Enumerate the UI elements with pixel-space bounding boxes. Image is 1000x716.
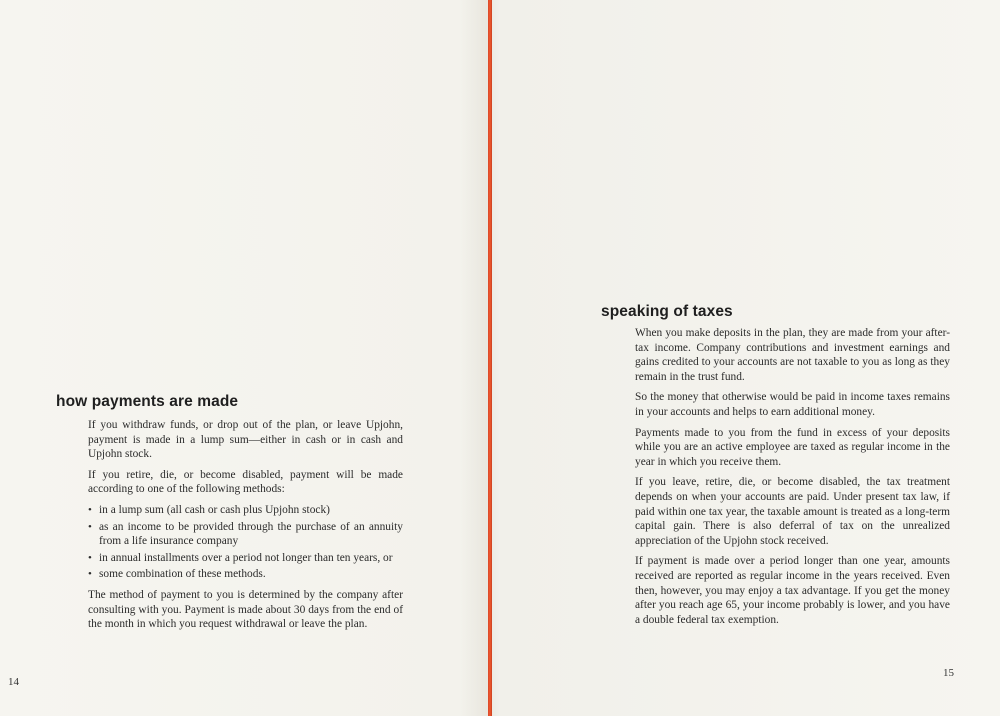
bullet-icon: • [88, 520, 92, 533]
left-page [0, 0, 488, 716]
list-item [88, 520, 403, 549]
right-page [492, 0, 1000, 716]
right-paragraph-1: When you make deposits in the plan, they are made from your after-tax income. Company contributions and investment earnings and gains credited to your accounts are not taxable to you as long as they remain in the trust fund. [635, 327, 950, 383]
left-paragraph-1: If you withdraw funds, or drop out of the plan, or leave Upjohn, payment is made in a lump sum—either in cash or in cash and Upjohn stock. [88, 419, 403, 461]
right-paragraph-5: If payment is made over a period longer than one year, amounts received are reported as regular income in the years received. Even then, however, you may enjoy a tax advantage. If you get the money after you reach age 65, your income probably is lower, and you have a double federal tax exemption. [635, 555, 950, 626]
list-item-text: some combination of these methods. [99, 568, 266, 581]
bullet-icon: • [88, 551, 92, 564]
list-item [88, 551, 403, 566]
list-item-text: as an income to be provided through the purchase of an annuity from a life insurance company [99, 520, 403, 548]
right-paragraph-3: Payments made to you from the fund in excess of your deposits while you are an active employee are taxed as regular income in the year in which you receive them. [635, 426, 950, 468]
right-page-heading: speaking of taxes [601, 303, 733, 320]
page-number-left: 14 [8, 676, 19, 688]
page-number-right: 15 [943, 667, 954, 679]
bullet-icon: • [88, 568, 92, 581]
payment-methods-list [88, 503, 403, 582]
left-page-heading: how payments are made [56, 393, 239, 410]
left-page-body [88, 418, 403, 638]
list-item [88, 567, 403, 582]
right-paragraph-2: So the money that otherwise would be paid in income taxes remains in your accounts and helps to earn additional money. [635, 391, 950, 418]
bullet-icon: • [88, 503, 92, 516]
list-item [88, 503, 403, 518]
list-item-text: in annual installments over a period not longer than ten years, or [99, 551, 393, 564]
right-page-body [635, 326, 950, 633]
left-paragraph-3: The method of payment to you is determined by the company after consulting with you. Payment is made about 30 days from the end of the month in which you request withdrawal or leave the plan. [88, 588, 403, 631]
left-paragraph-2: If you retire, die, or become disabled, payment will be made according to one of the following methods: [88, 468, 403, 496]
list-item-text: in a lump sum (all cash or cash plus Upjohn stock) [99, 503, 330, 516]
right-paragraph-4: If you leave, retire, die, or become disabled, the tax treatment depends on when your accounts are paid. Under present tax law, if paid within one tax year, the taxable amount is treated as a long-term capital gain. There is also deferral of tax on the unrealized appreciation of the Upjohn stock received. [635, 476, 950, 547]
